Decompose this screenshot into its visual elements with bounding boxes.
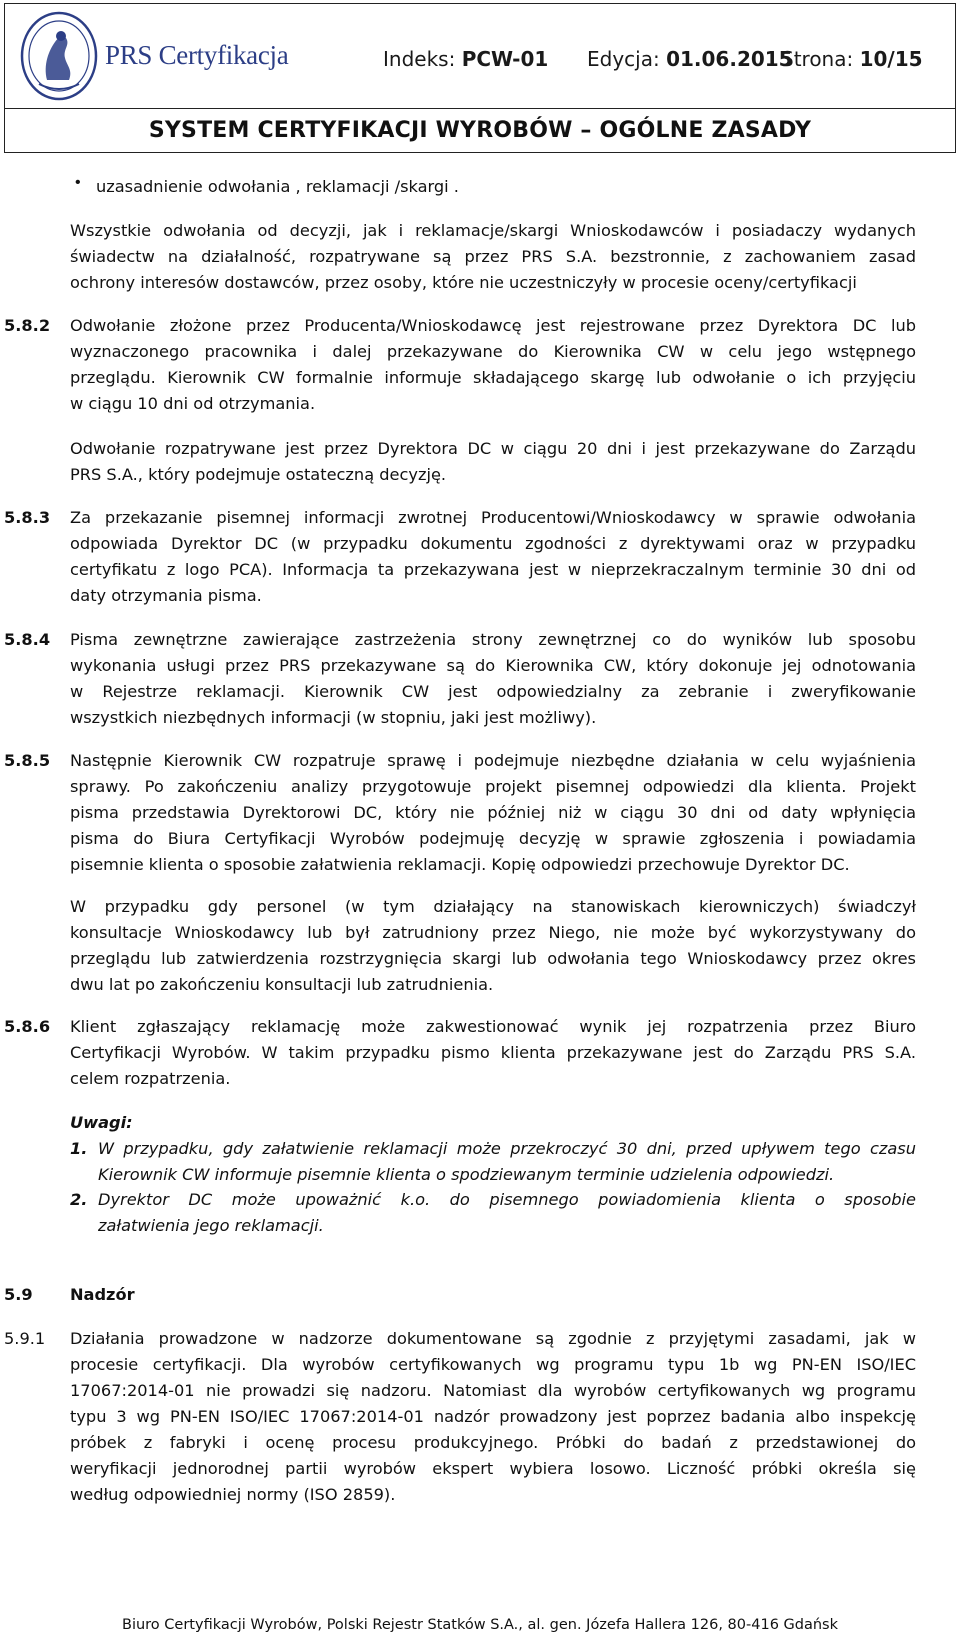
text-line: załatwienia jego reklamacji. bbox=[98, 1216, 324, 1235]
section-5-8-6-text bbox=[70, 1014, 916, 1092]
text-line: pisemnie klienta o sposobie załatwienia reklamacji. Kopię odpowiedzi przechowuje Dyrektor DC. bbox=[70, 855, 850, 874]
section-number: 5.8.5 bbox=[4, 751, 51, 770]
text-line: odpowiada Dyrektor DC (w przypadku dokumentu zgodności z dyrektywami oraz w przypadku bbox=[70, 534, 916, 553]
section-number: 5.9.1 bbox=[4, 1329, 46, 1348]
section-5-9-1-text bbox=[70, 1326, 916, 1508]
section-5-8-5-text bbox=[70, 748, 916, 878]
prs-seal-logo bbox=[19, 10, 99, 102]
text-line: wszystkich niezbędnych informacji (w stopniu, jaki jest możliwy). bbox=[70, 708, 597, 727]
section-5-8-4-text bbox=[70, 627, 916, 731]
text-line: wykonania usługi przez PRS przekazywane są do Kierownika CW, który dokonuje jej odnotowania bbox=[70, 656, 916, 675]
page-number-field: Strona: 10/15 bbox=[781, 47, 923, 71]
edition-value: 01.06.2015 bbox=[666, 47, 793, 71]
text-line: Pisma zewnętrzne zawierające zastrzeżenia strony zewnętrznej co do wyników lub sposobu bbox=[70, 630, 916, 649]
text-line: celem rozpatrzenia. bbox=[70, 1069, 231, 1088]
text-line: pisma do Biura Certyfikacji Wyrobów podejmuję decyzję w sprawie zgłoszenia i powiadamia bbox=[70, 829, 916, 848]
text-line: typu 3 wg PN-EN ISO/IEC 17067:2014-01 nadzór prowadzony jest poprzez badania albo inspekcję bbox=[70, 1407, 916, 1426]
text-line: 17067:2014-01 nie prowadzi się nadzoru. Natomiast dla wyrobów certyfikowanych wg programu bbox=[70, 1381, 916, 1400]
index-value: PCW-01 bbox=[461, 47, 549, 71]
remark-2-text bbox=[98, 1187, 916, 1239]
section-heading-nadzor: Nadzór bbox=[70, 1285, 135, 1304]
text-line: weryfikacji jednorodnej partii wyrobów ekspert wybiera losowo. Liczność próbki określa się bbox=[70, 1459, 916, 1478]
page-header bbox=[4, 3, 956, 153]
text-line: procesie certyfikacji. Dla wyrobów certyfikowanych wg programu typu 1b wg PN-EN ISO/IEC bbox=[70, 1355, 916, 1374]
header-top-row bbox=[5, 4, 955, 108]
index-field: Indeks: PCW-01 bbox=[383, 47, 549, 71]
text-line: Następnie Kierownik CW rozpatruje sprawę i podejmuje niezbędne działania w celu wyjaśnienia bbox=[70, 751, 916, 770]
section-number: 5.8.3 bbox=[4, 508, 51, 527]
section-5-8-5-paragraph-2 bbox=[70, 894, 916, 998]
text-line: Klient zgłaszający reklamację może zakwestionować wynik jej rozpatrzenia przez Biuro bbox=[70, 1017, 916, 1036]
text-line: Odwołanie złożone przez Producenta/Wnioskodawcę jest rejestrowane przez Dyrektora DC lub bbox=[70, 316, 916, 335]
remark-number: 1. bbox=[70, 1139, 88, 1158]
text-line: według odpowiedniej normy (ISO 2859). bbox=[70, 1485, 396, 1504]
text-line: wyznaczonego pracownika i dalej przekazywane do Kierownika CW w celu jego wstępnego bbox=[70, 342, 916, 361]
remark-number: 2. bbox=[70, 1190, 88, 1209]
text-line: daty otrzymania pisma. bbox=[70, 586, 262, 605]
text-line: sprawy. Po zakończeniu analizy przygotowuje projekt pisemnej odpowiedzi dla klienta. Projekt bbox=[70, 777, 916, 796]
section-5-8-2-text bbox=[70, 313, 916, 417]
text-line: ochrony interesów dostawców, przez osoby, które nie uczestniczyły w procesie oceny/certyfikacji bbox=[70, 273, 857, 292]
section-number: 5.9 bbox=[4, 1285, 33, 1304]
text-line: konsultacje Wnioskodawcy lub był zatrudniony przez Niego, nie może być wykorzystywany do bbox=[70, 923, 916, 942]
section-5-8-3-text bbox=[70, 505, 916, 609]
text-line: certyfikatu z logo PCA). Informacja ta przekazywana jest w nieprzekraczalnym terminie 30 dni od bbox=[70, 560, 916, 579]
text-line: W przypadku, gdy załatwienie reklamacji może przekroczyć 30 dni, przed upływem tego czasu bbox=[98, 1139, 916, 1158]
paragraph-all-appeals bbox=[70, 218, 916, 296]
text-line: Dyrektor DC może upoważnić k.o. do pisemnego powiadomienia klienta o sposobie bbox=[98, 1190, 916, 1209]
brand-name: PRS Certyfikacja bbox=[105, 40, 289, 70]
text-line: W przypadku gdy personel (w tym działający na stanowiskach kierowniczych) świadczył bbox=[70, 897, 916, 916]
text-line: świadectw na działalność, rozpatrywane są przez PRS S.A. bezstronnie, z zachowaniem zasad bbox=[70, 247, 916, 266]
text-line: próbek z fabryki i ocenę procesu produkcyjnego. Próbki do badań z przedstawionej do bbox=[70, 1433, 916, 1452]
text-line: dwu lat po zakończeniu konsultacji lub zatrudnienia. bbox=[70, 975, 494, 994]
page-number-value: 10/15 bbox=[859, 47, 923, 71]
text-line: w ciągu 10 dni od otrzymania. bbox=[70, 394, 316, 413]
text-line: w Rejestrze reklamacji. Kierownik CW jest odpowiedzialny za zebranie i zweryfikowanie bbox=[70, 682, 916, 701]
section-number: 5.8.6 bbox=[4, 1017, 51, 1036]
text-line: Działania prowadzone w nadzorze dokumentowane są zgodnie z przyjętymi zasadami, jak w bbox=[70, 1329, 916, 1348]
text-line: przeglądu lub zatwierdzenia rozstrzygnięcia skargi lub odwołania tego Wnioskodawcy przez okres bbox=[70, 949, 916, 968]
text-line: Wszystkie odwołania od decyzji, jak i reklamacje/skargi Wnioskodawców i posiadaczy wydanych bbox=[70, 221, 916, 240]
remark-1-text bbox=[98, 1136, 916, 1188]
text-line: Kierownik CW informuje pisemnie klienta o spodziewanym terminie udzielenia odpowiedzi. bbox=[98, 1165, 835, 1184]
text-line: Za przekazanie pisemnej informacji zwrotnej Producentowi/Wnioskodawcy w sprawie odwołania bbox=[70, 508, 916, 527]
bullet-item: uzasadnienie odwołania , reklamacji /skargi . bbox=[96, 177, 459, 196]
section-5-8-2-paragraph-2 bbox=[70, 436, 916, 488]
header-divider bbox=[5, 108, 955, 109]
text-line: Certyfikacji Wyrobów. W takim przypadku pismo klienta przekazywane jest do Zarządu PRS S.A. bbox=[70, 1043, 916, 1062]
edition-field: Edycja: 01.06.2015 bbox=[587, 47, 793, 71]
section-number: 5.8.4 bbox=[4, 630, 51, 649]
remarks-heading: Uwagi: bbox=[70, 1113, 133, 1132]
section-number: 5.8.2 bbox=[4, 316, 51, 335]
text-line: Odwołanie rozpatrywane jest przez Dyrektora DC w ciągu 20 dni i jest przekazywane do Zarządu bbox=[70, 439, 916, 458]
text-line: przeglądu. Kierownik CW formalnie informuje składającego skargę lub odwołanie o ich przyjęciu bbox=[70, 368, 916, 387]
page-footer: Biuro Certyfikacji Wyrobów, Polski Rejestr Statków S.A., al. gen. Józefa Hallera 126, 80-416 Gdańsk bbox=[122, 1617, 838, 1633]
bullet-icon: • bbox=[75, 174, 81, 191]
text-line: PRS S.A., który podejmuje ostateczną decyzję. bbox=[70, 465, 447, 484]
text-line: pisma przedstawia Dyrektorowi DC, który nie później niż w ciągu 30 dni od daty wpłynięcia bbox=[70, 803, 916, 822]
document-title: SYSTEM CERTYFIKACJI WYROBÓW – OGÓLNE ZASADY bbox=[148, 118, 812, 143]
